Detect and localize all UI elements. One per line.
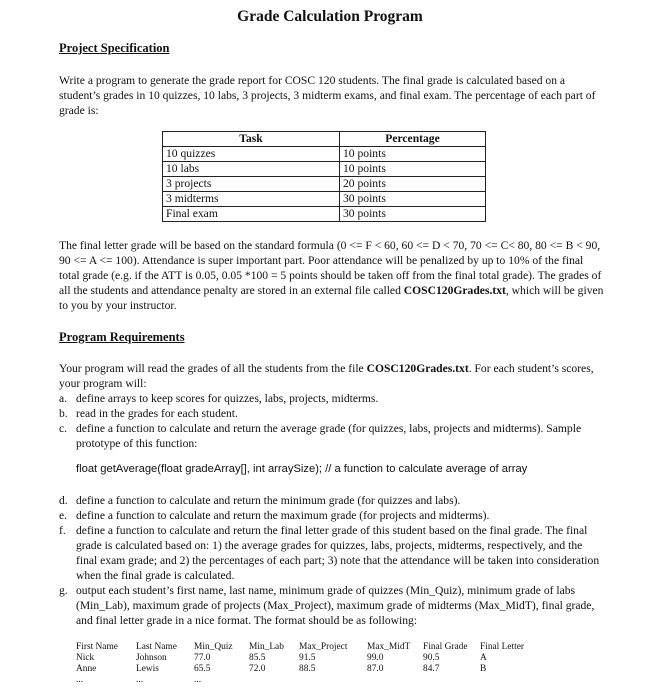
page-title: Grade Calculation Program [237,8,423,25]
list-marker: b. [59,407,68,420]
sample-cell: 90.5 [423,653,440,663]
sample-cell: A [480,653,487,663]
requirements-heading: Program Requirements [59,330,185,344]
function-prototype: float getAverage(float gradeArray[], int arraySize); // a function to calculate average of array [76,463,528,475]
list-item [59,421,604,451]
sample-cell: 87.0 [367,664,384,674]
sample-cell [480,675,540,686]
list-item-text: read in the grades for each student. [76,407,238,420]
list-item [59,406,604,421]
sample-cell: 72.0 [249,664,266,674]
requirements-intro-text: Your program will read the grades of all the students from the file [59,362,367,375]
table-row [163,192,486,207]
sample-header-final-grade: Final Grade [423,642,468,652]
list-item-text: output each student’s first name, last name, minimum grade of quizzes (Min_Quiz), minimum grade of labs (Min_Lab), maximum grade of projects (Max_Project), maximum grade of midterms (Max_MidT), final grade, and final letter grade in a nice format. The format should be as following: [76,584,595,627]
task-percentage-table [162,131,486,222]
sample-cell: ... [76,675,84,685]
requirements-list-second [59,493,604,628]
table-row [163,147,486,162]
sample-cell: Anne [76,664,97,674]
grading-text: The final letter grade will be based on the standard formula (0 <= F < 60, 60 <= D < 70, 70 <= C< 80, 80 <= B < 90, 90 <= A <= 100). Attendance is super important part. Poor attendance will be penalized by up to 10% of the final total grade (e.g. if the ATT is 0.05, 0.05 *100 = 5 points should be taken off from the final total grade). The grades of all the students and attendance penalty are stored in an external file called [59,239,602,297]
list-marker: c. [59,422,68,435]
grading-text-end: , which will be given to you by your instructor. [59,284,604,312]
list-item [59,493,604,508]
list-item [59,391,604,406]
sample-header-last-name: Last Name [136,642,177,652]
requirements-list-first [59,391,604,451]
sample-cell: Nick [76,653,95,663]
table-header-task: Task [163,132,340,147]
table-cell-task: 3 projects [163,177,340,192]
sample-row [76,664,540,675]
sample-cell: ... [194,675,202,685]
list-item-text: define arrays to keep scores for quizzes, labs, projects, midterms. [76,392,379,405]
sample-header-min-quiz: Min_Quiz [194,642,233,652]
list-item-text: define a function to calculate and return the final letter grade of this student based on the final grade. The final grade is calculated based on: 1) the average grades for quizzes, labs, projects, midterms, respectively, and the final exam grade; and 2) the percentages of each part; 3) note that the attendance will be taken into consideration when the final grade is calculated. [76,524,600,582]
sample-row [76,675,540,686]
table-cell-task: 10 labs [163,162,340,177]
requirements-intro-end: . For each student’s scores, your program will: [59,362,594,390]
table-row [163,177,486,192]
sample-cell [423,675,480,686]
sample-header-max-midt: Max_MidT [367,642,411,652]
sample-cell: Lewis [136,664,159,674]
grades-file-name: COSC120Grades.txt [403,284,506,297]
table-cell-percentage: 10 points [340,162,486,177]
list-item-text: define a function to calculate and return the maximum grade (for projects and midterms). [76,509,490,522]
spec-intro: Write a program to generate the grade report for COSC 120 students. The final grade is calculated based on a student’s grades in 10 quizzes, 10 labs, 3 projects, 3 midterm exams, and final exam. The percentage of each part of grade is: [59,74,596,117]
table-header-percentage: Percentage [340,132,486,147]
sample-cell: Johnson [136,653,167,663]
sample-output-table [76,642,540,686]
sample-header-max-project: Max_Project [299,642,348,652]
table-cell-percentage: 30 points [340,207,486,222]
list-item-text: define a function to calculate and return the average grade (for quizzes, labs, projects and midterms). Sample prototype of this function: [76,422,582,450]
sample-header-row [76,642,540,653]
table-row [163,162,486,177]
table-cell-percentage: 30 points [340,192,486,207]
list-marker: a. [59,392,68,405]
requirements-intro [59,361,604,391]
grading-paragraph [59,238,604,313]
table-row [163,207,486,222]
sample-cell: B [480,664,487,674]
sample-header-final-letter: Final Letter [480,642,524,652]
list-marker: f. [59,524,66,537]
table-header-row [163,132,486,147]
table-cell-percentage: 20 points [340,177,486,192]
table-cell-task: 3 midterms [163,192,340,207]
list-marker: e. [59,509,68,522]
sample-cell: 65.5 [194,664,211,674]
sample-cell: 88.5 [299,664,316,674]
sample-cell: 84.7 [423,664,440,674]
table-cell-task: Final exam [163,207,340,222]
sample-cell: 85.5 [249,653,266,663]
list-marker: d. [59,494,68,507]
sample-cell: 99.0 [367,653,384,663]
requirements-file-name: COSC120Grades.txt [366,362,469,375]
list-item [59,508,604,523]
sample-cell [249,675,299,686]
spec-heading: Project Specification [59,41,170,55]
sample-header-first-name: First Name [76,642,118,652]
table-cell-task: 10 quizzes [163,147,340,162]
list-item-text: define a function to calculate and return the minimum grade (for quizzes and labs). [76,494,461,507]
sample-cell: 91.5 [299,653,316,663]
table-cell-percentage: 10 points [340,147,486,162]
sample-cell [299,675,367,686]
list-item [59,583,604,628]
sample-header-min-lab: Min_Lab [249,642,284,652]
sample-cell: ... [136,675,144,685]
list-item [59,523,604,583]
sample-cell: 77.0 [194,653,211,663]
sample-cell [367,675,423,686]
list-marker: g. [59,584,68,597]
sample-row [76,653,540,664]
